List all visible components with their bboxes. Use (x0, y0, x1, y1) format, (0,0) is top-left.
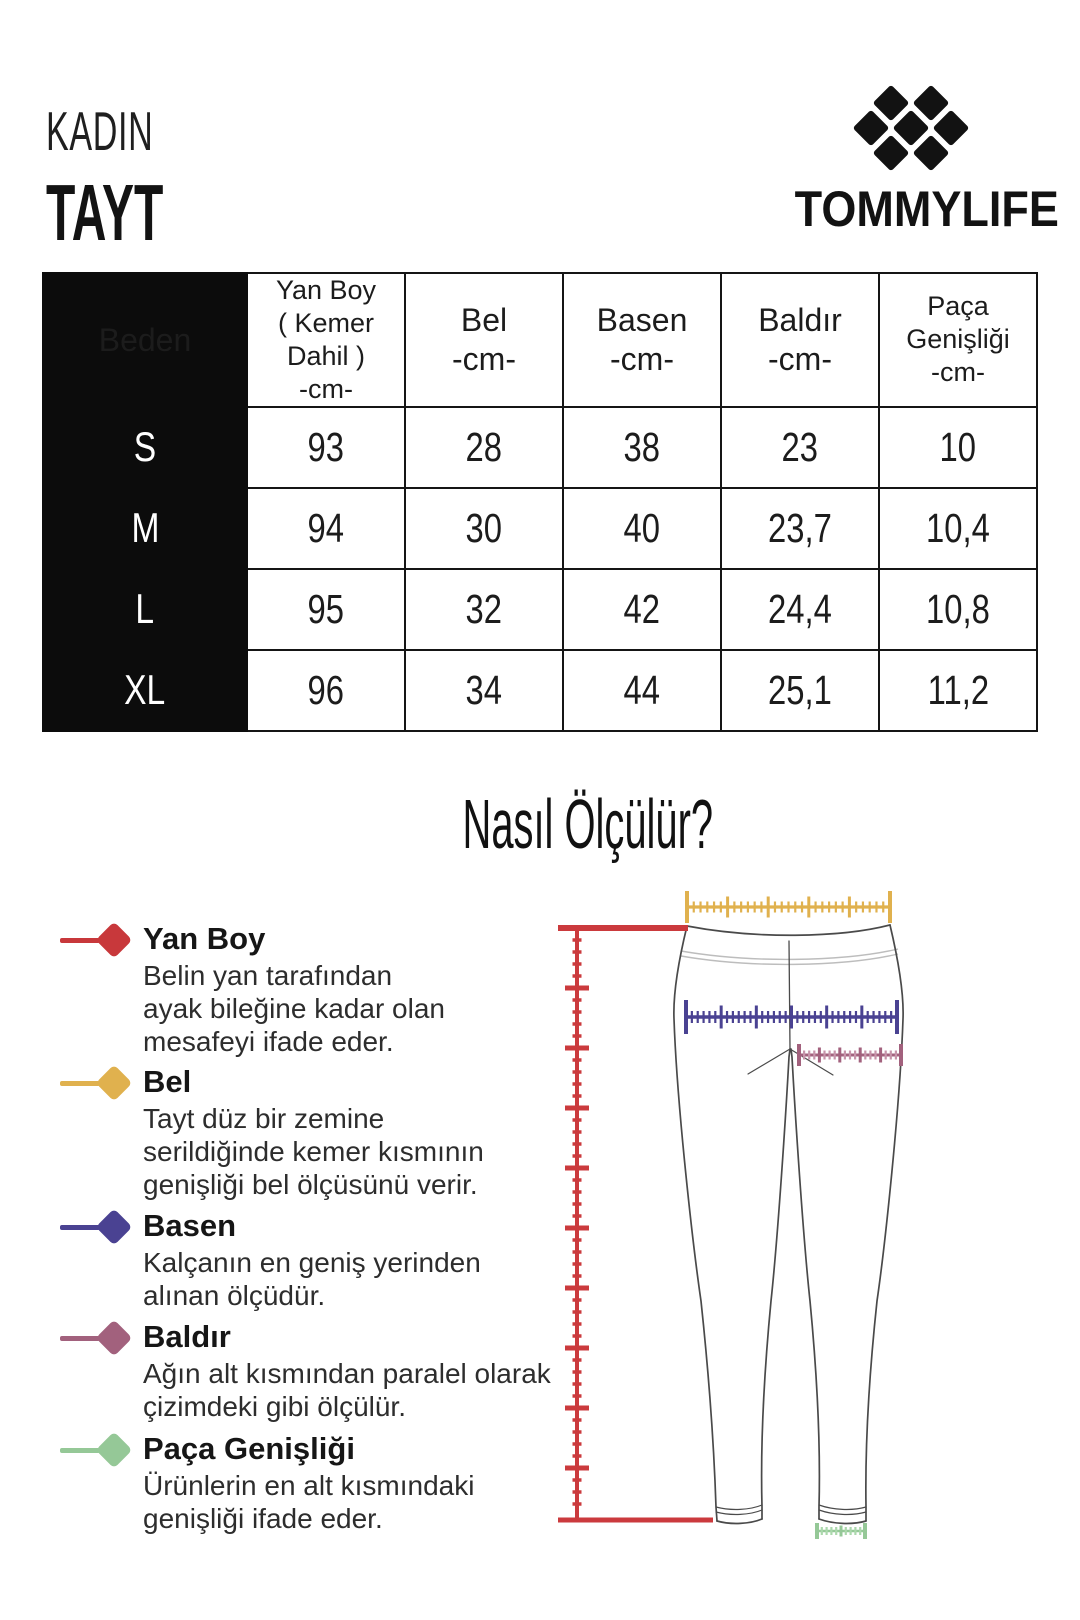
col-header-baldir (721, 273, 879, 407)
size-row-label: XL (43, 650, 247, 731)
size-cell: 10,4 (879, 488, 1037, 569)
marker (60, 1430, 127, 1470)
col-header-line: Baldır (758, 302, 842, 339)
legend-desc-line: serildiğinde kemer kısmının (143, 1136, 484, 1167)
col-header-line: ( Kemer Dahil ) (277, 307, 375, 371)
paca-diamond-icon (96, 1432, 133, 1469)
brand-block (780, 80, 1059, 237)
legend-text (143, 1206, 481, 1312)
size-cell: 95 (247, 569, 405, 650)
table-row-s (43, 407, 1037, 488)
col-header-bel (405, 273, 563, 407)
size-cell: 10 (879, 407, 1037, 488)
category-label: KADIN (46, 100, 154, 162)
legend-item-baldir (60, 1317, 551, 1423)
legend-text (143, 1317, 551, 1423)
marker-line (60, 1448, 100, 1453)
legend-text (143, 1062, 484, 1201)
size-cell: 10,8 (879, 569, 1037, 650)
marker-line (60, 938, 100, 943)
size-cell: 94 (247, 488, 405, 569)
size-row-label: S (43, 407, 247, 488)
legend-title: Yan Boy (143, 921, 266, 956)
col-header-line: Bel (460, 302, 508, 339)
table-row-l (43, 569, 1037, 650)
legend-text (143, 919, 445, 1058)
col-header-line: Basen (596, 302, 688, 339)
baldir-diamond-icon (96, 1320, 133, 1357)
size-cell: 42 (563, 569, 721, 650)
size-cell: 24,4 (721, 569, 879, 650)
legend-desc-line: alınan ölçüdür. (143, 1280, 326, 1311)
legend-title: Baldır (143, 1319, 231, 1354)
size-cell: 11,2 (879, 650, 1037, 731)
col-header-basen (563, 273, 721, 407)
size-cell: 34 (405, 650, 563, 731)
marker (60, 1207, 127, 1247)
marker (60, 1318, 127, 1358)
col-header-line: -cm- (299, 373, 353, 404)
marker-line (60, 1225, 100, 1230)
legend-title: Bel (143, 1064, 192, 1099)
legend-desc-line: Ağın alt kısmından paralel olarak (143, 1358, 551, 1389)
legend-desc-line: Tayt düz bir zemine (143, 1103, 385, 1134)
col-header-line: Genişliği (906, 324, 1010, 355)
size-cell: 96 (247, 650, 405, 731)
marker (60, 1063, 127, 1103)
size-cell: 93 (247, 407, 405, 488)
size-table (42, 272, 1038, 732)
size-cell: 23 (721, 407, 879, 488)
legend-item-paca (60, 1429, 474, 1535)
legend-item-basen (60, 1206, 481, 1312)
legend-desc-line: Kalçanın en geniş yerinden (143, 1247, 481, 1278)
measure-section-title: Nasıl Ölçülür? (462, 785, 714, 863)
table-row-m (43, 488, 1037, 569)
measure-section-title-wrap (368, 782, 714, 866)
col-header-line: -cm- (610, 340, 674, 377)
table-row-xl (43, 650, 1037, 731)
legend-desc-line: genişliği ifade eder. (143, 1503, 383, 1534)
col-header-paca (879, 273, 1037, 407)
size-cell: 23,7 (721, 488, 879, 569)
bel-diamond-icon (96, 1065, 133, 1102)
yan-boy-diamond-icon (96, 922, 133, 959)
legend-desc-line: genişliği bel ölçüsünü verir. (143, 1169, 478, 1200)
size-cell: 38 (563, 407, 721, 488)
legend-desc-line: mesafeyi ifade eder. (143, 1026, 394, 1057)
col-header-line: Yan Boy (275, 275, 377, 305)
size-cell: 44 (563, 650, 721, 731)
size-cell: 25,1 (721, 650, 879, 731)
marker-line (60, 1336, 100, 1341)
basen-diamond-icon (96, 1209, 133, 1246)
diamond-grid-icon (845, 80, 977, 176)
size-row-label: M (43, 488, 247, 569)
marker-line (60, 1081, 100, 1086)
legend-item-bel (60, 1062, 484, 1201)
size-cell: 40 (563, 488, 721, 569)
legend-desc-line: çizimdeki gibi ölçülür. (143, 1391, 406, 1422)
leggings-diagram (530, 855, 990, 1565)
size-cell: 28 (405, 407, 563, 488)
size-cell: 30 (405, 488, 563, 569)
col-header-line: -cm- (931, 357, 985, 388)
legend-item-yan-boy (60, 919, 445, 1058)
col-header-yan-boy (247, 273, 405, 407)
legend-desc-line: ayak bileğine kadar olan (143, 993, 445, 1024)
legend-desc-line: Belin yan tarafından (143, 960, 393, 991)
legend-title: Paça Genişliği (143, 1431, 355, 1466)
brand-name: TOMMYLIFE (794, 181, 1059, 237)
col-header-beden: Beden (43, 273, 247, 407)
legend-desc-line: Ürünlerin en alt kısmındaki (143, 1470, 475, 1501)
col-header-line: -cm- (452, 340, 516, 377)
marker (60, 920, 127, 960)
product-label: TAYT (46, 168, 164, 257)
legend-text (143, 1429, 474, 1535)
size-cell: 32 (405, 569, 563, 650)
col-header-line: Paça (927, 291, 989, 322)
header-left (46, 100, 242, 257)
legend-title: Basen (143, 1208, 237, 1243)
col-header-line: -cm- (768, 340, 832, 377)
size-row-label: L (43, 569, 247, 650)
